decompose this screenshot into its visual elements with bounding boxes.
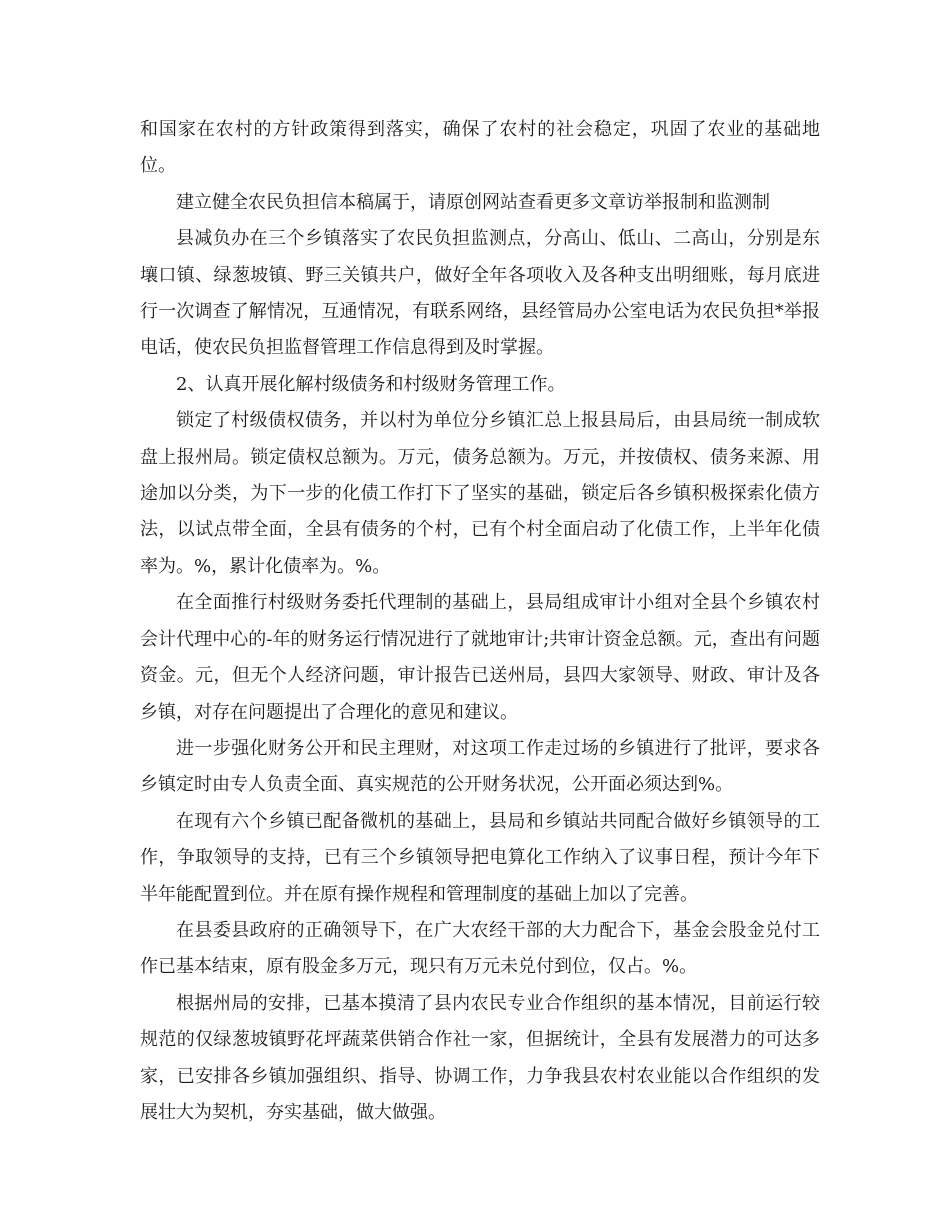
paragraph-computerization: 在现有六个乡镇已配备微机的基础上，县局和乡镇站共同配合做好乡镇领导的工作，争取领导的支持，已有三个乡镇领导把电算化工作纳入了议事日程，预计今年下半年能配置到位。并在原有操作规程和管理制度的基础上加以了完善。 bbox=[140, 810, 820, 905]
paragraph-burden-reporting: 建立健全农民负担信本稿属于，请原创网站查看更多文章访举报制和监测制 bbox=[176, 191, 770, 213]
paragraph-audit: 在全面推行村级财务委托代理制的基础上，县局组成审计小组对全县个乡镇农村会计代理中心的-年的财务运行情况进行了就地审计;共审计资金总额。元，查出有问题资金。元，但无个人经济问题，审计报告已送州局，县四大家领导、财政、审计及各乡镇，对存在问题提出了合理化的意见和建议。 bbox=[140, 592, 820, 723]
paragraph-policy-stability: 和国家在农村的方针政策得到落实，确保了农村的社会稳定，巩固了农业的基础地位。 bbox=[140, 119, 820, 177]
section-heading-debt-management: 2、认真开展化解村级债务和村级财务管理工作。 bbox=[176, 373, 566, 395]
paragraph-financial-disclosure: 进一步强化财务公开和民主理财，对这项工作走过场的乡镇进行了批评，要求各乡镇定时由专人负责全面、真实规范的公开财务状况，公开面必须达到%。 bbox=[140, 737, 820, 796]
paragraph-fund-payout: 在县委县政府的正确领导下，在广大农经干部的大力配合下，基金会股金兑付工作已基本结束，原有股金多万元，现只有万元未兑付到位，仅占。%。 bbox=[140, 919, 820, 978]
document-body bbox=[140, 112, 820, 1131]
paragraph-debt-locking: 锁定了村级债权债务，并以村为单位分乡镇汇总上报县局后，由县局统一制成软盘上报州局。锁定债权总额为。万元，债务总额为。万元，并按债权、债务来源、用途加以分类，为下一步的化债工作打下了坚实的基础，锁定后各乡镇积极探索化债方法，以试点带全面，全县有债务的个村，已有个村全面启动了化债工作，上半年化债率为。%，累计化债率为。%。 bbox=[140, 410, 820, 577]
paragraph-monitoring-points: 县减负办在三个乡镇落实了农民负担监测点，分高山、低山、二高山，分别是东壤口镇、绿葱坡镇、野三关镇共户，做好全年各项收入及各种支出明细账，每月底进行一次调查了解情况，互通情况，有联系网络，县经管局办公室电话为农民负担*举报电话，使农民负担监督管理工作信息得到及时掌握。 bbox=[140, 228, 820, 359]
paragraph-cooperatives: 根据州局的安排，已基本摸清了县内农民专业合作组织的基本情况，目前运行较规范的仅绿葱坡镇野花坪蔬菜供销合作社一家，但据统计，全县有发展潜力的可达多家，已安排各乡镇加强组织、指导、协调工作，力争我县农村农业能以合作组织的发展壮大为契机，夯实基础，做大做强。 bbox=[140, 992, 820, 1123]
